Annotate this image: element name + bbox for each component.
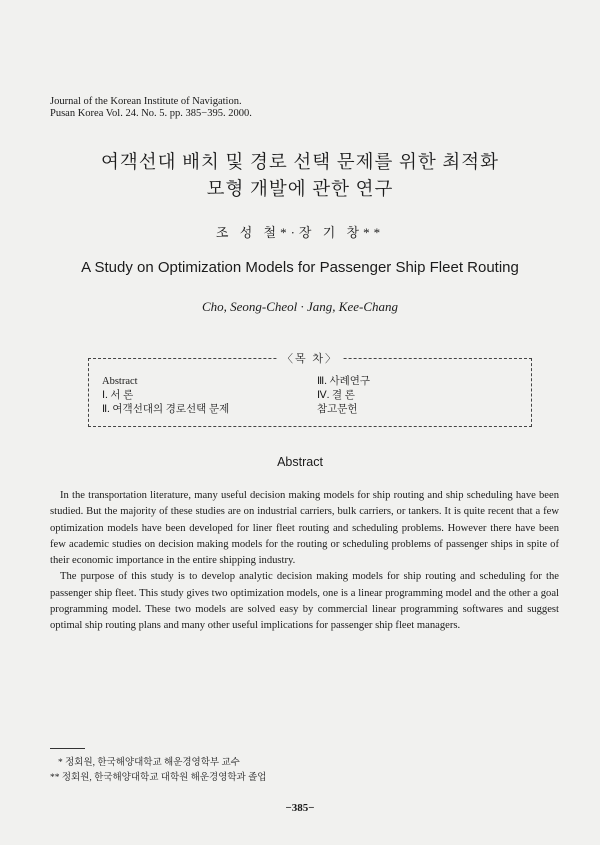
table-of-contents xyxy=(88,353,532,427)
footnote-divider xyxy=(50,748,85,749)
journal-citation xyxy=(50,96,252,120)
page-number: −385− xyxy=(285,802,315,814)
toc-item-abstract: Abstract xyxy=(102,376,138,387)
journal-line-2: Pusan Korea Vol. 24. No. 5. pp. 385−395. 2000. xyxy=(50,108,252,119)
korean-title-line-2: 모형 개발에 관한 연구 xyxy=(206,180,394,200)
footnote-1: * 정회원, 한국해양대학교 해운경영학부 교수 xyxy=(58,758,240,768)
journal-line-1: Journal of the Korean Institute of Navigation. xyxy=(50,96,242,107)
korean-title xyxy=(0,150,600,204)
toc-item-references: 참고문헌 xyxy=(317,404,358,415)
korean-title-line-1: 여객선대 배치 및 경로 선택 문제를 위한 최적화 xyxy=(101,153,499,173)
toc-heading: 〈목 차〉 xyxy=(278,353,342,365)
english-authors: Cho, Seong-Cheol · Jang, Kee-Chang xyxy=(201,299,399,314)
abstract-body xyxy=(50,488,559,635)
abstract-paragraph-1: In the transportation literature, many useful decision making models for ship routing and ship scheduling have been studied. But the majority of these studies are on industrial carriers, bulk carriers, or tankers. It is quite recent that a few optimization models have been developed for liner fleet routing and scheduling problems. However there have been few academic studies on decision making models for the routing or scheduling problems of passenger ships in spite of their economic importance in the entire shipping industry. xyxy=(50,490,559,567)
english-title: A Study on Optimization Models for Passenger Ship Fleet Routing xyxy=(81,259,519,276)
abstract-heading: Abstract xyxy=(277,455,323,469)
korean-authors: 조 성 철*·장 기 창** xyxy=(215,225,385,240)
toc-item-introduction: Ⅰ. 서 론 xyxy=(102,390,134,401)
footnote-2: ** 정회원, 한국해양대학교 대학원 해운경영학과 졸업 xyxy=(50,773,267,783)
abstract-paragraph-2: The purpose of this study is to develop analytic decision making models for ship routing and scheduling for the passenger ship fleet. This study gives two optimization models, one is a linear programming model and the other a goal programming model. These two models are solved easy by commercial linear programming softwares and suggest optimal ship routing plans and many other useful implications for passenger ship fleet managers. xyxy=(50,571,559,632)
toc-item-section-2: Ⅱ. 여객선대의 경로선택 문제 xyxy=(102,404,230,415)
toc-item-case-study: Ⅲ. 사례연구 xyxy=(317,376,371,387)
toc-item-conclusion: Ⅳ. 결 론 xyxy=(317,390,355,401)
